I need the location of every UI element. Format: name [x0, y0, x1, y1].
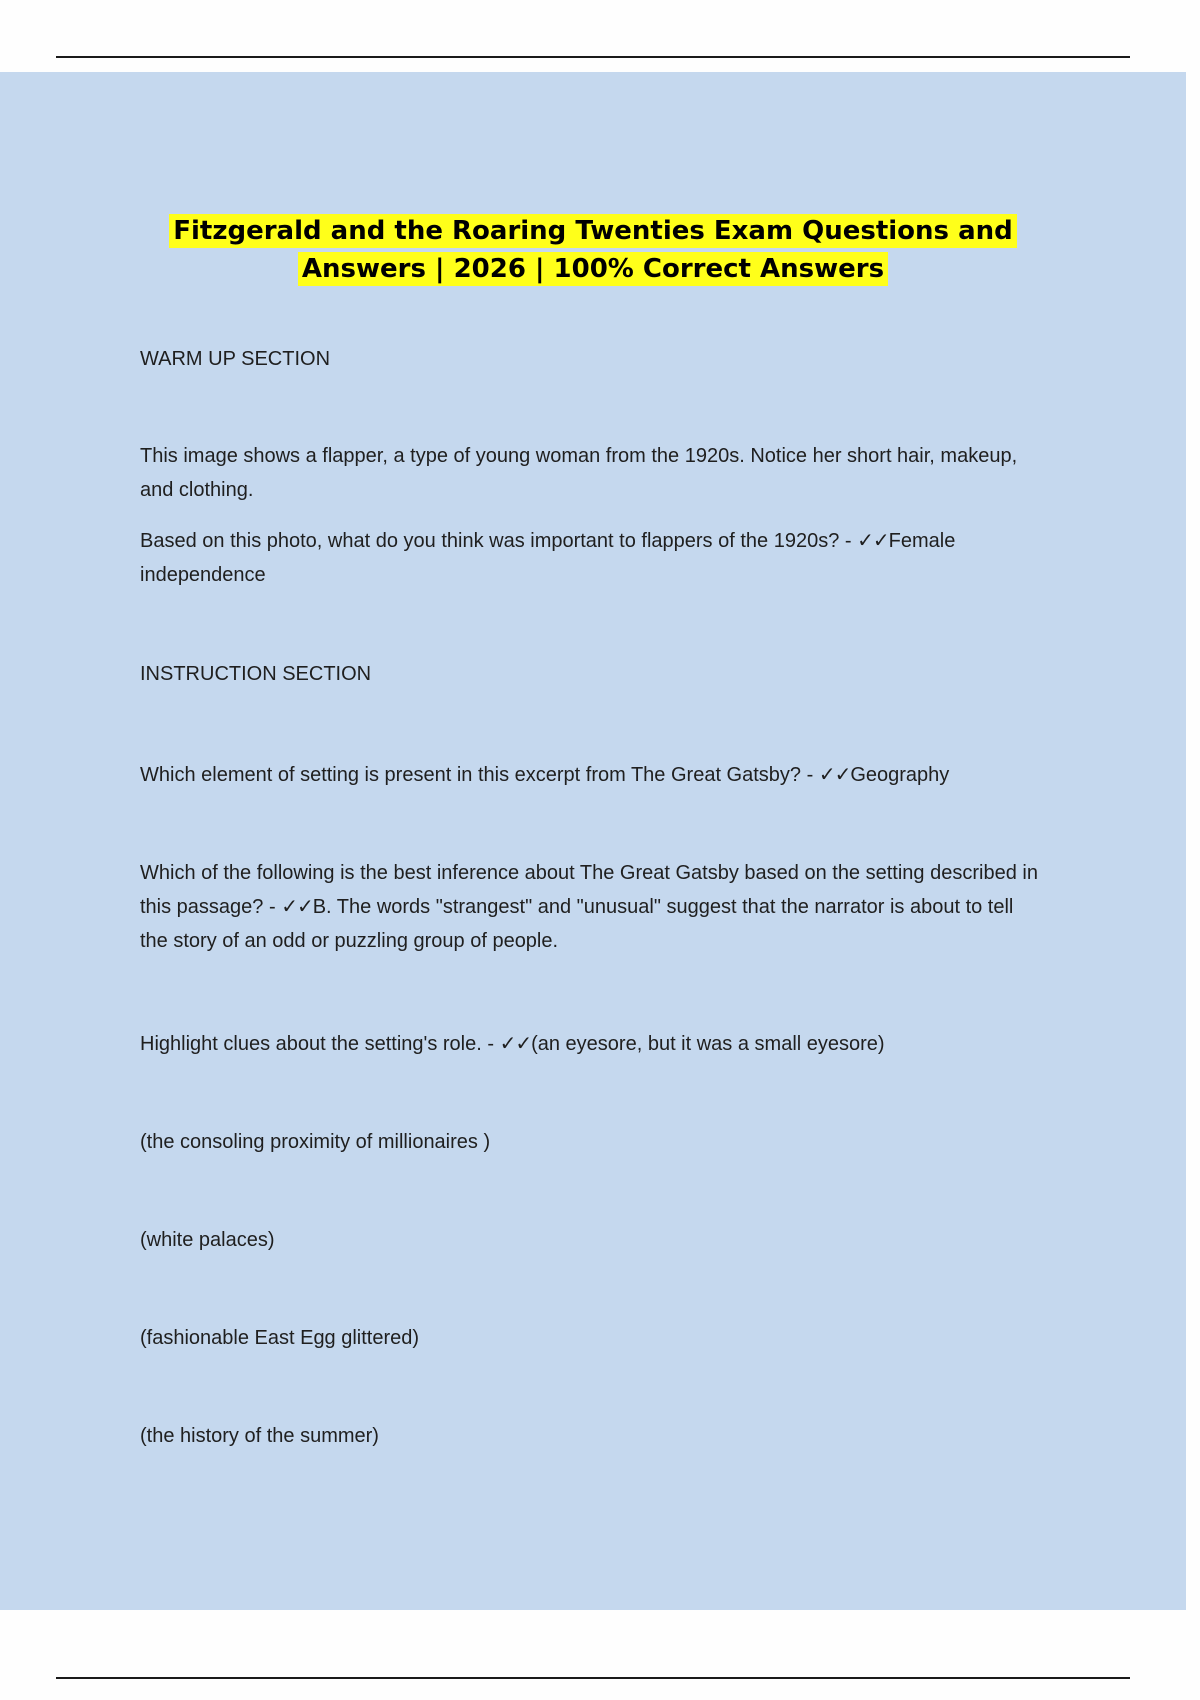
top-rule	[56, 56, 1130, 58]
question-2	[140, 758, 1040, 792]
answer-4-text: (an eyesore, but it was a small eyesore)	[531, 1033, 885, 1055]
answer-1-text: Female independence	[140, 530, 956, 586]
clue-3: (fashionable East Egg glittered)	[140, 1327, 420, 1349]
document-title	[0, 212, 1186, 288]
question-2-text: Which element of setting is present in this excerpt from The Great Gatsby? -	[140, 764, 819, 786]
check-icon: ✓✓	[499, 1033, 532, 1055]
warm-up-heading: WARM UP SECTION	[140, 348, 331, 370]
content-panel	[0, 72, 1186, 1610]
question-4	[140, 1027, 1040, 1061]
question-3	[140, 856, 1040, 958]
bottom-rule	[56, 1677, 1130, 1679]
clue-4: (the history of the summer)	[140, 1425, 379, 1447]
question-1-text: Based on this photo, what do you think was important to flappers of the 1920s? -	[140, 530, 858, 552]
question-4-text: Highlight clues about the setting's role. -	[140, 1033, 500, 1055]
clue-2: (white palaces)	[140, 1229, 275, 1251]
title-line-1: Fitzgerald and the Roaring Twenties Exam Questions and	[169, 214, 1017, 248]
question-1	[140, 524, 1040, 592]
answer-2-text: Geography	[850, 764, 950, 786]
flapper-intro: This image shows a flapper, a type of young woman from the 1920s. Notice her short hair, makeup, and clothing.	[140, 445, 1018, 501]
check-icon: ✓✓	[281, 896, 313, 918]
check-icon: ✓✓	[857, 530, 889, 552]
answer-3-text: B. The words "strangest" and "unusual" suggest that the narrator is about to tell the story of an odd or puzzling group of people.	[140, 896, 1014, 952]
title-line-2: Answers | 2026 | 100% Correct Answers	[298, 252, 888, 286]
question-3-text: Which of the following is the best inference about The Great Gatsby based on the setting described in this passage? -	[140, 862, 1038, 918]
instruction-heading: INSTRUCTION SECTION	[140, 663, 372, 685]
check-icon: ✓✓	[818, 764, 851, 786]
clue-1: (the consoling proximity of millionaires )	[140, 1131, 491, 1153]
